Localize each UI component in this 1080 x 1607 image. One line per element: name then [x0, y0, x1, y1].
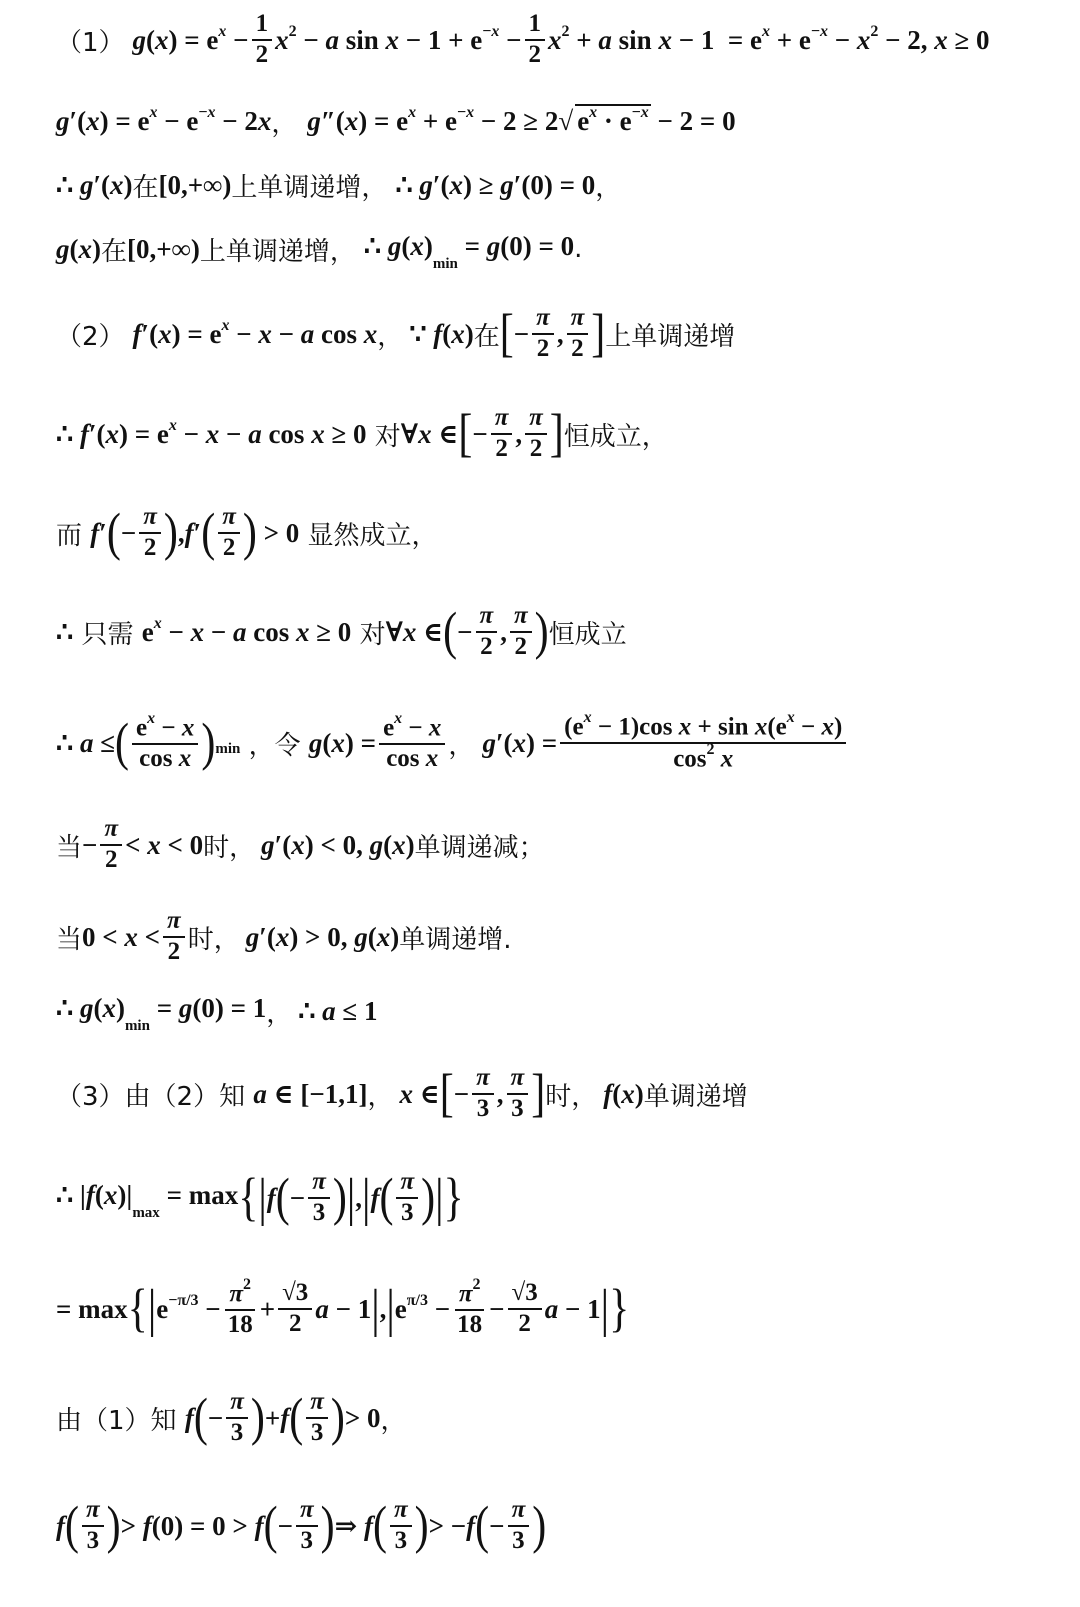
part-label: （3）	[56, 1081, 125, 1112]
solution-line-2: $g'(x) = e^x - e^{-x} - 2x$ ， $g''(x) = e^x + e^{-x} - 2 \ge 2√$ $e^x \cdot e^{-x} - 2 = 0$	[56, 103, 736, 139]
solution-line-11: 当 0 < x < $\frac{\pi}{2}$ 时， g′(x) > 0, g(x) 单调递增.	[56, 907, 512, 965]
solution-line-6: ∴ $f'(x) = e^x - x - a$ cos x ≥ 0 对 ∀x ∈ [ − $\frac{\pi}{2}$ , $\frac{\pi}{2}$ ] 恒成立，	[56, 404, 668, 463]
part-label: （1）	[56, 27, 125, 58]
solution-line-4: g(x) 在 [0,+∞) 上单调递增， ∴ $g(x)_{min} = g(0) = 0$ .	[56, 231, 583, 272]
solution-line-10: 当 − $\frac{\pi}{2}$ < x < 0 时， g′(x) < 0, g(x) 单调递减；	[56, 815, 545, 873]
solution-line-5: （2） $f'(x) = e^x - x - a$ cos x ， ∵ f(x) 在 [ − $\frac{\pi}{2}$ , $\frac{\pi}{2}$ ] 上单调递增	[56, 304, 736, 363]
part-label: （2）	[56, 321, 125, 352]
solution-line-3: ∴ g′(x) 在 [0,+∞) 上单调递增， ∴ g′(x) ≥ g′(0) = 0 ，	[56, 169, 622, 203]
solution-line-14: ∴ $|f(x)|_{max} = \max$ { | f ( − $\frac{\pi}{3}$ ) | , | f ( $\frac{\pi}{3}$ ) | }	[56, 1168, 464, 1227]
solution-line-13: （3） 由（2）知 a ∈ [−1,1] ， x ∈ [ − $\frac{\pi}{3}$ , $\frac{\pi}{3}$ ] 时， f(x) 单调递增	[56, 1064, 748, 1123]
solution-line-1: （1） $g(x) = e^x$ − $\frac{1}{2}$ $x^2 - a$ $\sin x - 1 + e^{-x}$ − $\frac{1}{2}$ $x^2 + a$ $\sin x - 1 = e^x + e^{-x} - x^2 - 2$, x ≥ 0	[56, 10, 990, 68]
solution-line-8: ∴ 只需 $e^x - x - a$ cos x ≥ 0 对 ∀x ∈ ( − $\frac{\pi}{2}$ , $\frac{\pi}{2}$ ) 恒成立	[56, 602, 627, 661]
solution-line-12: ∴ $g(x)_{min} = g(0) = 1$ ， ∴ a ≤ 1	[56, 993, 378, 1034]
solution-line-7: 而 f ′ ( − $\frac{\pi}{2}$ ) , f ′ ( $\frac{\pi}{2}$ ) > 0 显然成立，	[56, 503, 438, 562]
solution-line-16: 由（1）知 f ( − $\frac{\pi}{3}$ ) + f ( $\frac{\pi}{3}$ ) > 0 ，	[56, 1388, 407, 1447]
solution-line-17: f ( $\frac{\pi}{3}$ ) > f(0) = 0 > f ( − $\frac{\pi}{3}$ ) ⇒ f ( $\frac{\pi}{3}$ ) > −f ( − $\frac{\pi}{3}$ )	[56, 1496, 547, 1555]
solution-line-15: = max { | $e^{-\pi/3}$ − $\frac{\pi^2}{18}$ + $\frac{√3}{2}$ a − 1 | , | $e^{\pi/3}$ − $\frac{\pi^2}{18}$ − $\frac{√3}{2}$ a − 1 | }	[56, 1275, 630, 1338]
solution-line-9: ∴ a ≤ ( $\frac{e^x - x}{\text{cos x}}$ ) $_{min}$ ，令 g(x) = $\frac{e^x - x}{\text{cos x}}$ ， g′(x) = $\frac{(e^x - 1)\cos x + \sin x(e^x - x)}{\cos^2 x}$	[56, 700, 1060, 786]
